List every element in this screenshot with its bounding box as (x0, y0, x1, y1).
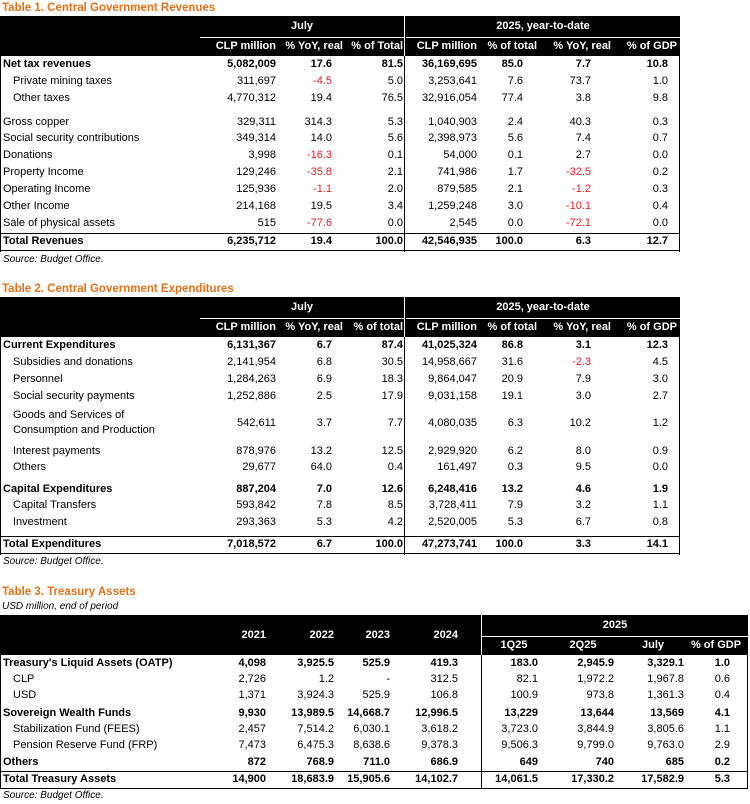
table1-col-header: % YoY, real (553, 40, 611, 52)
cell-value: 1.7 (507, 166, 523, 178)
cell-value: 542,611 (237, 417, 276, 429)
cell-value: 5.3 (387, 116, 403, 128)
table3-col-header: July (641, 639, 664, 651)
row-label: Gross copper (3, 116, 70, 128)
cell-value: 9,864,047 (428, 373, 477, 385)
table3-source: Source: Budget Office. (3, 790, 104, 801)
table2-group-ytd: 2025, year-to-date (496, 301, 590, 313)
cell-value: 3,805.6 (647, 723, 684, 735)
cell-value: 3,618.2 (421, 723, 458, 735)
cell-value: 7.9 (575, 373, 591, 385)
total-value: 14.1 (646, 538, 668, 550)
row-label: Other Income (3, 200, 70, 212)
table2-col-header: % of total (353, 321, 403, 333)
cell-value: 17.6 (310, 58, 332, 70)
cell-value: 9,799.0 (577, 739, 614, 751)
table1-col-header: CLP million (416, 40, 477, 52)
cell-value: 741,986 (437, 166, 477, 178)
cell-value: -10.1 (565, 200, 591, 212)
table2-col-header: CLP million (416, 321, 477, 333)
cell-value: 1,972.2 (577, 673, 614, 685)
row-label: Private mining taxes (13, 75, 113, 87)
cell-value: 3.0 (507, 200, 523, 212)
cell-value: 1.1 (714, 723, 730, 735)
table2-header (0, 297, 680, 337)
table3-header (0, 615, 748, 655)
cell-value: 0.0 (507, 217, 523, 229)
cell-value: 2,726 (238, 673, 266, 685)
cell-value: -1.2 (572, 183, 591, 195)
cell-value: 8,638.6 (353, 739, 390, 751)
cell-value: 3.8 (575, 92, 591, 104)
cell-value: 329,311 (237, 116, 276, 128)
cell-value: 9,930 (238, 707, 266, 719)
cell-value: 1,284,263 (227, 373, 276, 385)
row-label: Investment (13, 516, 67, 528)
total-value: 6,235,712 (227, 235, 276, 247)
cell-value: 5.3 (507, 516, 523, 528)
cell-value: 12.3 (646, 339, 668, 351)
cell-value: 5,082,009 (227, 58, 276, 70)
row-label: USD (13, 689, 37, 701)
table2-col-header: CLP million (215, 321, 276, 333)
cell-value: 214,168 (236, 200, 276, 212)
cell-value: 0.4 (387, 461, 403, 473)
cell-value: 5.0 (387, 75, 403, 87)
cell-value: 2.0 (387, 183, 403, 195)
total-value: 19.4 (310, 235, 332, 247)
cell-value: 0.1 (387, 149, 403, 161)
cell-value: 711.0 (363, 756, 390, 768)
cell-value: 2.5 (316, 390, 332, 402)
cell-value: 6.7 (575, 516, 591, 528)
cell-value: 0.4 (652, 200, 668, 212)
cell-value: 13,644 (580, 707, 614, 719)
cell-value: 3.7 (316, 417, 332, 429)
total-value: 14,061.5 (495, 773, 538, 785)
cell-value: 973.8 (586, 689, 614, 701)
row-label: Treasury's Liquid Assets (OATP) (3, 657, 173, 669)
table1-col-header: % YoY, real (285, 40, 343, 52)
cell-value: 768.9 (306, 756, 334, 768)
cell-value: 1,259,248 (428, 200, 477, 212)
cell-value: 85.0 (501, 58, 523, 70)
total-value: 12.7 (646, 235, 668, 247)
table3-title: Table 3. Treasury Assets (2, 586, 136, 598)
row-label: Net tax revenues (3, 58, 92, 70)
cell-value: 1,040,903 (428, 116, 477, 128)
cell-value: 17.9 (381, 390, 403, 402)
cell-value: 6.7 (316, 339, 332, 351)
cell-value: 81.5 (381, 58, 403, 70)
cell-value: 740 (595, 756, 614, 768)
table2-group-month: July (290, 301, 313, 313)
cell-value: 0.4 (714, 689, 730, 701)
cell-value: 1.0 (714, 657, 730, 669)
cell-value: 1,361.3 (647, 689, 684, 701)
cell-value: 4,098 (238, 657, 266, 669)
cell-value: 1,252,886 (227, 390, 276, 402)
row-label: Operating Income (3, 183, 91, 195)
cell-value: 3,925.5 (297, 657, 334, 669)
table1-source: Source: Budget Office. (3, 254, 104, 265)
cell-value: 54,000 (443, 149, 477, 161)
total-value: 14,900 (232, 773, 266, 785)
table3-body (0, 655, 748, 789)
cell-value: 0.0 (652, 461, 668, 473)
row-label: CLP (13, 673, 35, 685)
cell-value: 14.0 (310, 132, 332, 144)
cell-value: 2,520,005 (428, 516, 477, 528)
row-label: Other taxes (13, 92, 70, 104)
table2-col-header: % YoY, real (553, 321, 611, 333)
table3-group-2025: 2025 (602, 619, 628, 631)
total-label: Total Treasury Assets (3, 773, 117, 785)
row-label: Stabilization Fund (FEES) (13, 723, 140, 735)
cell-value: 6.2 (507, 445, 523, 457)
cell-value: 20.9 (501, 373, 523, 385)
table2-col-header: % of GDP (626, 321, 677, 333)
cell-value: 0.2 (714, 756, 730, 768)
row-label: Others (3, 756, 39, 768)
cell-value: 9,506.3 (501, 739, 538, 751)
total-value: 100.0 (495, 538, 523, 550)
cell-value: 3,924.3 (297, 689, 334, 701)
cell-value: 2,545 (449, 217, 477, 229)
cell-value: 161,497 (437, 461, 477, 473)
cell-value: 9.8 (652, 92, 668, 104)
cell-value: 6,248,416 (428, 483, 477, 495)
table3-col-header: 2021 (241, 629, 266, 641)
cell-value: 2.9 (714, 739, 730, 751)
cell-value: 9,763.0 (647, 739, 684, 751)
cell-value: 3.2 (575, 499, 591, 511)
row-label: Capital Transfers (13, 499, 97, 511)
cell-value: 4.1 (714, 707, 730, 719)
cell-value: 2.7 (575, 149, 591, 161)
cell-value: 3,723.0 (501, 723, 538, 735)
cell-value: 7.4 (575, 132, 591, 144)
cell-value: 0.2 (652, 166, 668, 178)
cell-value: 6.8 (316, 356, 332, 368)
total-value: 7,018,572 (227, 538, 276, 550)
cell-value: 879,585 (437, 183, 477, 195)
row-label: Others (13, 461, 47, 473)
cell-value: 1.2 (318, 673, 334, 685)
table1-header (0, 16, 680, 56)
cell-value: 0.8 (652, 516, 668, 528)
cell-value: 4.2 (387, 516, 403, 528)
cell-value: 77.4 (501, 92, 523, 104)
cell-value: 2.1 (387, 166, 403, 178)
cell-value: 649 (519, 756, 538, 768)
row-label: Social security contributions (3, 132, 140, 144)
cell-value: 686.9 (430, 756, 458, 768)
cell-value: 40.3 (569, 116, 591, 128)
cell-value: 14,668.7 (347, 707, 390, 719)
cell-value: 9.5 (575, 461, 591, 473)
row-label: Sale of physical assets (3, 217, 115, 229)
cell-value: 3,329.1 (647, 657, 684, 669)
cell-value: 0.9 (652, 445, 668, 457)
cell-value: 13,569 (650, 707, 684, 719)
cell-value: 4,770,312 (227, 92, 276, 104)
cell-value: 1.0 (652, 75, 668, 87)
cell-value: 76.5 (381, 92, 403, 104)
cell-value: 593,842 (236, 499, 276, 511)
cell-value: 2,398,973 (428, 132, 477, 144)
cell-value: 1.9 (652, 483, 668, 495)
cell-value: 6.3 (507, 417, 523, 429)
total-value: 6.3 (575, 235, 591, 247)
cell-value: 3,844.9 (577, 723, 614, 735)
row-label: Social security payments (13, 390, 135, 402)
cell-value: 7,473 (238, 739, 266, 751)
cell-value: 0.3 (652, 183, 668, 195)
cell-value: 4,080,035 (428, 417, 477, 429)
cell-value: 0.3 (652, 116, 668, 128)
cell-value: 1.1 (652, 499, 668, 511)
total-value: 3.3 (575, 538, 591, 550)
cell-value: 2.1 (507, 183, 523, 195)
table2-source: Source: Budget Office. (3, 556, 104, 567)
row-label: Interest payments (13, 445, 101, 457)
cell-value: 525.9 (362, 689, 390, 701)
cell-value: 73.7 (569, 75, 591, 87)
table1-title: Table 1. Central Government Revenues (2, 2, 216, 14)
cell-value: 0.1 (507, 149, 523, 161)
cell-value: 0.3 (507, 461, 523, 473)
cell-value: 19.4 (310, 92, 332, 104)
cell-value: -72.1 (565, 217, 591, 229)
cell-value: 41,025,324 (421, 339, 477, 351)
cell-value: 293,363 (236, 516, 276, 528)
table1-col-header: CLP million (215, 40, 276, 52)
cell-value: -16.3 (306, 149, 332, 161)
total-value: 14,102.7 (415, 773, 458, 785)
cell-value: 19.1 (501, 390, 523, 402)
row-label: Sovereign Wealth Funds (3, 707, 132, 719)
cell-value: 12.6 (381, 483, 403, 495)
cell-value: -4.5 (313, 75, 332, 87)
cell-value: 9,031,158 (428, 390, 477, 402)
row-label: Pension Reserve Fund (FRP) (13, 739, 158, 751)
cell-value: 0.0 (387, 217, 403, 229)
cell-value: 13.2 (310, 445, 332, 457)
total-value: 100.0 (375, 538, 403, 550)
cell-value: -77.6 (306, 217, 332, 229)
cell-value: 3.4 (387, 200, 403, 212)
cell-value: -2.3 (572, 356, 591, 368)
cell-value: 87.4 (381, 339, 403, 351)
cell-value: 6.9 (316, 373, 332, 385)
total-value: 100.0 (375, 235, 403, 247)
cell-value: 7.7 (387, 417, 403, 429)
cell-value: 685 (665, 756, 684, 768)
cell-value: 878,976 (236, 445, 276, 457)
table3-col-header: 2023 (365, 629, 390, 641)
cell-value: 312.5 (430, 673, 458, 685)
cell-value: 349,314 (236, 132, 276, 144)
cell-value: 4.5 (652, 356, 668, 368)
cell-value: 7.6 (507, 75, 523, 87)
total-label: Total Revenues (3, 235, 84, 247)
cell-value: 12.5 (381, 445, 403, 457)
table3-col-header: 2024 (433, 629, 458, 641)
cell-value: 2,929,920 (428, 445, 477, 457)
row-label: Capital Expenditures (3, 483, 113, 495)
cell-value: 0.0 (652, 217, 668, 229)
row-label: Property Income (3, 166, 84, 178)
table1-col-header: % of total (487, 40, 537, 52)
cell-value: 0.0 (652, 149, 668, 161)
cell-value: 6,131,367 (227, 339, 276, 351)
table2-title: Table 2. Central Government Expenditures (2, 283, 234, 295)
cell-value: 314.3 (304, 116, 332, 128)
cell-value: 82.1 (516, 673, 538, 685)
cell-value: - (386, 673, 390, 685)
cell-value: 7,514.2 (297, 723, 334, 735)
cell-value: 7.0 (316, 483, 332, 495)
total-value: 17,582.9 (641, 773, 684, 785)
cell-value: 311,697 (237, 75, 276, 87)
cell-value: 3,728,411 (428, 499, 477, 511)
row-label: Personnel (13, 373, 63, 385)
cell-value: 64.0 (310, 461, 332, 473)
cell-value: 6,030.1 (353, 723, 390, 735)
cell-value: 36,169,695 (421, 58, 477, 70)
table3-subtitle: USD million, end of period (2, 601, 119, 612)
cell-value: -32.5 (565, 166, 591, 178)
cell-value: 3.0 (575, 390, 591, 402)
cell-value: 3,998 (248, 149, 276, 161)
cell-value: 30.5 (381, 356, 403, 368)
cell-value: 10.2 (569, 417, 591, 429)
row-label: Subsidies and donations (13, 356, 133, 368)
cell-value: 0.7 (652, 132, 668, 144)
cell-value: 129,246 (236, 166, 276, 178)
cell-value: 31.6 (501, 356, 523, 368)
cell-value: 515 (257, 217, 276, 229)
cell-value: 1,967.8 (647, 673, 684, 685)
cell-value: 1.2 (652, 417, 668, 429)
cell-value: 2,945.9 (577, 657, 614, 669)
table3-col-header: 2022 (309, 629, 334, 641)
table3-col-header: % of GDP (690, 639, 742, 651)
cell-value: 887,204 (236, 483, 276, 495)
table1-col-header: % of GDP (626, 40, 677, 52)
cell-value: 125,936 (236, 183, 276, 195)
table3-col-header: 1Q25 (500, 639, 528, 651)
total-value: 5.3 (714, 773, 730, 785)
cell-value: 18.3 (381, 373, 403, 385)
table1-group-ytd: 2025, year-to-date (496, 20, 590, 32)
cell-value: 100.9 (510, 689, 538, 701)
cell-value: 2.7 (652, 390, 668, 402)
cell-value: -35.8 (306, 166, 332, 178)
cell-value: 9,378.3 (421, 739, 458, 751)
cell-value: 2,141,954 (227, 356, 276, 368)
cell-value: 8.0 (575, 445, 591, 457)
row-label: Donations (3, 149, 53, 161)
cell-value: 525.9 (362, 657, 390, 669)
cell-value: 3.1 (575, 339, 591, 351)
row-label: Consumption and Production (13, 424, 155, 436)
cell-value: 8.5 (387, 499, 403, 511)
cell-value: 0.6 (714, 673, 730, 685)
table2-col-header: % YoY, real (285, 321, 343, 333)
cell-value: 3,253,641 (428, 75, 477, 87)
cell-value: 32,916,054 (421, 92, 477, 104)
cell-value: 86.8 (501, 339, 523, 351)
total-value: 18,683.9 (291, 773, 334, 785)
cell-value: 12,996.5 (415, 707, 458, 719)
table1-group-month: July (290, 20, 313, 32)
cell-value: 10.8 (646, 58, 668, 70)
total-value: 15,905.6 (347, 773, 390, 785)
cell-value: 4.6 (575, 483, 591, 495)
cell-value: 106.8 (430, 689, 458, 701)
total-value: 47,273,741 (421, 538, 477, 550)
cell-value: 13,989.5 (291, 707, 334, 719)
cell-value: -1.1 (313, 183, 332, 195)
table2-body (0, 337, 680, 555)
cell-value: 13,229 (504, 707, 538, 719)
cell-value: 5.6 (507, 132, 523, 144)
cell-value: 14,958,667 (421, 356, 477, 368)
total-value: 100.0 (495, 235, 523, 247)
cell-value: 13.2 (501, 483, 523, 495)
cell-value: 1,371 (238, 689, 266, 701)
cell-value: 7.8 (316, 499, 332, 511)
cell-value: 6,475.3 (297, 739, 334, 751)
total-value: 6.7 (316, 538, 332, 550)
cell-value: 5.3 (316, 516, 332, 528)
cell-value: 29,677 (242, 461, 276, 473)
cell-value: 872 (247, 756, 266, 768)
row-label: Current Expenditures (3, 339, 116, 351)
row-label: Goods and Services of (13, 409, 125, 421)
table3-col-header: 2Q25 (569, 639, 597, 651)
cell-value: 183.0 (510, 657, 538, 669)
cell-value: 419.3 (430, 657, 458, 669)
total-label: Total Expenditures (3, 538, 102, 550)
cell-value: 7.9 (507, 499, 523, 511)
cell-value: 7.7 (575, 58, 591, 70)
total-value: 42,546,935 (421, 235, 477, 247)
cell-value: 3.0 (652, 373, 668, 385)
cell-value: 19.5 (310, 200, 332, 212)
cell-value: 2.4 (507, 116, 523, 128)
cell-value: 2,457 (238, 723, 266, 735)
cell-value: 5.6 (387, 132, 403, 144)
table1-body (0, 56, 680, 252)
table1-col-header: % of Total (351, 40, 403, 52)
table2-col-header: % of total (487, 321, 537, 333)
total-value: 17,330.2 (571, 773, 614, 785)
